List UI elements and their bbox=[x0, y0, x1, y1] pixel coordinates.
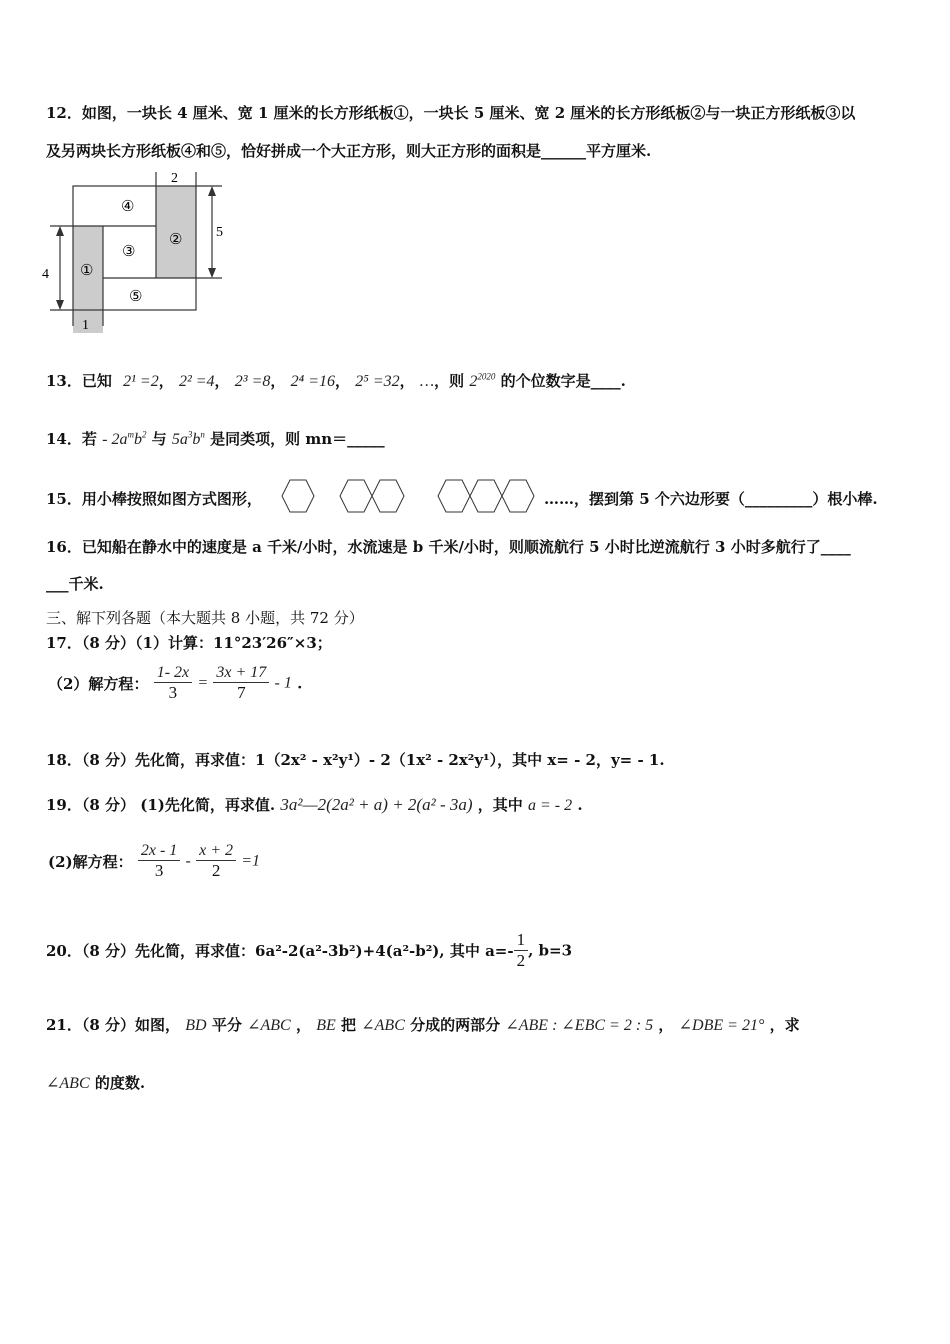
fig-label-bottom: 1 bbox=[82, 318, 89, 333]
q19-condition: a = - 2 bbox=[528, 797, 573, 814]
fig-piece-5: ⑤ bbox=[129, 289, 143, 305]
section3-heading: 三、解下列各题（本大题共 8 小题，共 72 分） bbox=[46, 609, 364, 627]
q21-ba: 把 bbox=[340, 1016, 356, 1034]
q19-fraction-1: $\frac{2x - 1}{3}$ bbox=[138, 842, 180, 881]
q13-line: 13．已知 2¹ =2， 2² =4， 2³ =8， 2⁴ =16， 2⁵ =32， …，则 $2^{2020}$ 的个位数字是____. bbox=[46, 371, 626, 390]
q21-split: 分成的两部分 bbox=[410, 1016, 501, 1034]
q13-dots: … bbox=[419, 373, 435, 390]
q20-fraction: $\frac{1}{2}$ bbox=[514, 930, 529, 971]
q21-line2-text: 的度数. bbox=[94, 1074, 146, 1092]
fig-piece-3: ③ bbox=[122, 244, 136, 260]
q19-end: . bbox=[577, 796, 583, 814]
q14-line bbox=[46, 428, 385, 449]
q21-angle-abc-2: ∠ABC bbox=[361, 1017, 405, 1034]
q21-angle-dbe: ∠DBE = 21° bbox=[678, 1017, 765, 1034]
q13-t4: 2⁴ =16 bbox=[290, 373, 335, 390]
q12-line1: 12．如图，一块长 4 厘米、宽 1 厘米的长方形纸板①，一块长 5 厘米、宽 2 厘米的长方形纸板②与一块正方形纸板③以 bbox=[46, 104, 856, 122]
q21-prefix: 21．（8 分）如图， bbox=[46, 1016, 181, 1034]
q14-prefix: 14．若 bbox=[46, 430, 97, 448]
q18-line: 18．（8 分）先化简，再求值：1（2x² - x²y¹）- 2（1x² - 2x²y¹），其中 x= - 2，y= - 1. bbox=[46, 751, 665, 769]
q19-part2-label: (2)解方程： bbox=[48, 853, 133, 871]
q17-eq: = bbox=[197, 674, 209, 692]
q20-suffix: , b=3 bbox=[528, 941, 573, 960]
q21-bd: BD bbox=[185, 1017, 207, 1034]
q14-term1: - $2a^mb^2$ bbox=[102, 429, 147, 448]
q21-comma-2: ， bbox=[658, 1016, 674, 1034]
q19-expression: 3a²—2(2a² + a) + 2(a² - 3a) bbox=[280, 795, 473, 814]
q19-rhs: =1 bbox=[241, 852, 261, 870]
q12-line2: 及另两块长方形纸板④和⑤，恰好拼成一个大正方形，则大正方形的面积是______平方厘米. bbox=[46, 142, 652, 160]
q21-ratio: ∠ABE : ∠EBC = 2 : 5 bbox=[505, 1017, 654, 1034]
q13-suffix: 的个位数字是____. bbox=[500, 372, 626, 390]
q21-ask: ，求 bbox=[769, 1016, 800, 1034]
q16-line2: ___千米. bbox=[46, 575, 104, 593]
q14-mid: 与 bbox=[151, 430, 167, 448]
q20-prefix: 20．（8 分）先化简，再求值：6a²-2(a²-3b²)+4(a²-b²), 其中 a=- bbox=[46, 942, 514, 960]
q21-angle-abc-1: ∠ABC bbox=[247, 1017, 291, 1034]
q19-minus: - bbox=[185, 852, 191, 870]
q21-angle-abc-3: ∠ABC bbox=[46, 1075, 90, 1092]
q19-cond-label: ，其中 bbox=[477, 796, 523, 814]
q14-suffix: 是同类项，则 mn＝_____ bbox=[210, 430, 385, 448]
q16-line1: 16．已知船在静水中的速度是 a 千米/小时，水流速是 b 千米/小时，则顺流航行 5 小时比逆流航行 3 小时多航行了____ bbox=[46, 538, 851, 556]
q17-lhs-fraction: $\frac{1- 2x}{3}$ bbox=[154, 664, 192, 703]
q15-prefix: 15．用小棒按照如图方式图形， bbox=[46, 490, 262, 508]
q13-t2: 2² =4 bbox=[178, 373, 215, 390]
fig-label-right: 5 bbox=[216, 225, 223, 240]
q13-then: ，则 bbox=[434, 372, 465, 390]
q19-fraction-2: $\frac{x + 2}{2}$ bbox=[196, 842, 236, 881]
q17-part2 bbox=[48, 664, 302, 703]
q17-rhs-fraction: $\frac{3x + 17}{7}$ bbox=[213, 664, 269, 703]
q13-prefix: 13．已知 bbox=[46, 372, 112, 390]
q13-t3: 2³ =8 bbox=[234, 373, 271, 390]
q19-part2 bbox=[48, 842, 260, 881]
q21-bisect: 平分 bbox=[211, 1016, 242, 1034]
fig-piece-4: ④ bbox=[121, 199, 135, 215]
q17-part2-label: （2）解方程： bbox=[48, 675, 149, 693]
q17-end: . bbox=[297, 674, 303, 693]
q17-part1: 17．（8 分）（1）计算：11°23′26″×3； bbox=[46, 634, 332, 652]
q14-term2: $5a^3b^n$ bbox=[171, 429, 205, 448]
q15-hexagon-figure bbox=[278, 474, 542, 518]
q12-figure bbox=[40, 168, 240, 333]
fig-piece-2: ② bbox=[169, 232, 183, 248]
q21-line2 bbox=[46, 1072, 145, 1093]
q21-line1 bbox=[46, 1014, 800, 1035]
q21-comma-1: ， bbox=[295, 1016, 311, 1034]
q21-be: BE bbox=[316, 1017, 336, 1034]
q17-rhs-tail: - 1 bbox=[274, 674, 292, 692]
fig-label-left: 4 bbox=[42, 267, 49, 282]
q20-line bbox=[46, 930, 572, 971]
fig-piece-1: ① bbox=[80, 263, 94, 279]
q13-t5: 2⁵ =32 bbox=[355, 373, 400, 390]
fig-label-top: 2 bbox=[171, 171, 178, 186]
q13-t1: 2¹ =2 bbox=[123, 373, 159, 390]
q15-suffix: ……，摆到第 5 个六边形要（_________）根小棒. bbox=[544, 490, 878, 508]
q19-part1 bbox=[46, 794, 583, 815]
q19-part1-label: 19．（8 分） (1)先化简，再求值. bbox=[46, 796, 276, 814]
q13-power: $2^{2020}$ bbox=[469, 371, 496, 390]
